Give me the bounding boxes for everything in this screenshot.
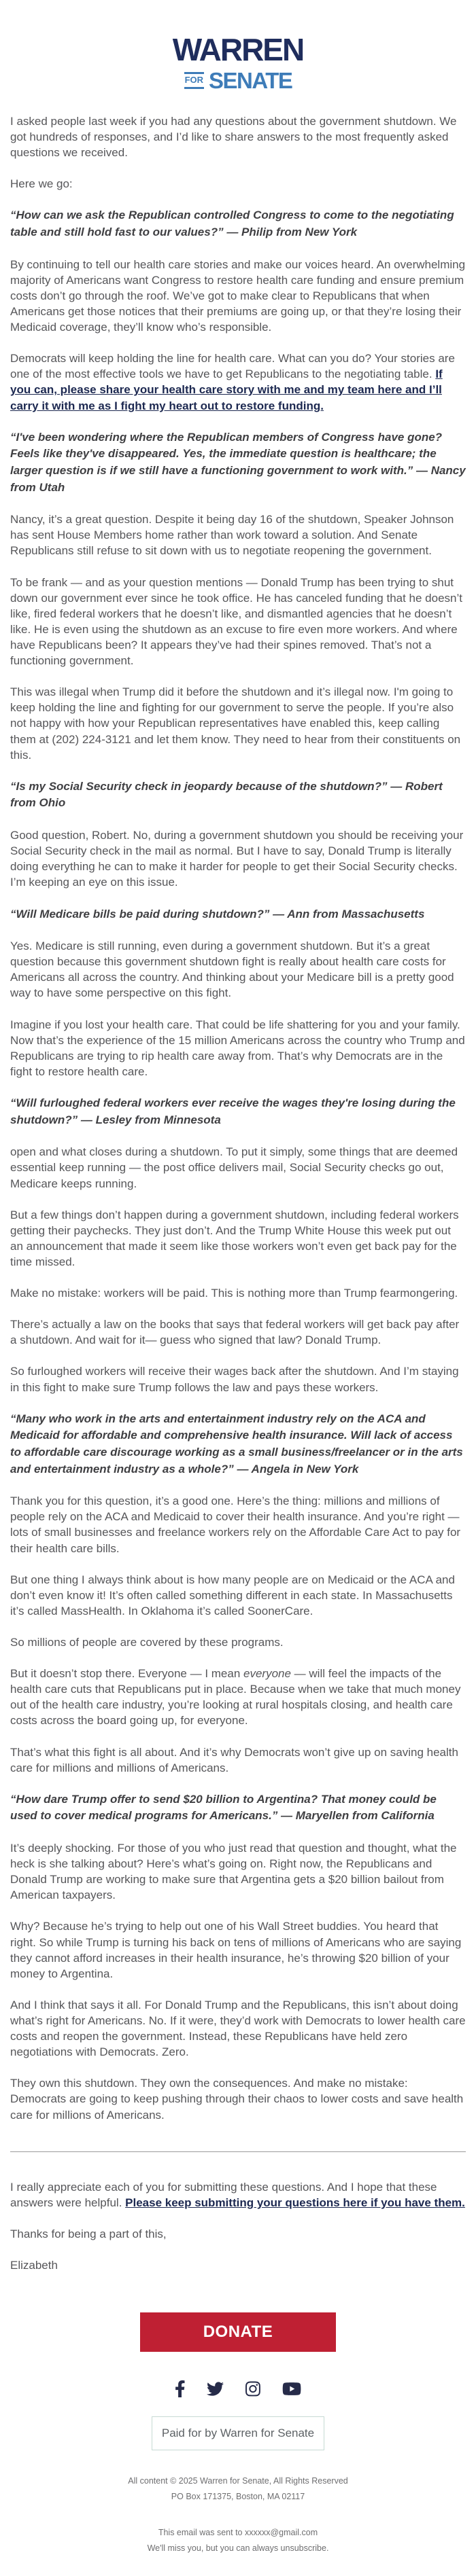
twitter-icon[interactable]: [207, 2380, 224, 2397]
youtube-icon[interactable]: [282, 2380, 301, 2397]
question-heading: “Will furloughed federal workers ever receive the wages they're losing during the shutdown?” — Lesley from Minnesota: [10, 1096, 456, 1126]
question-heading: “How dare Trump offer to send $20 billion to Argentina? That money could be used to cover medical programs for Americans.” — Maryellen from California: [10, 1792, 437, 1823]
paragraph: So millions of people are covered by these programs.: [10, 1635, 284, 1649]
logo-senate-text: SENATE: [209, 68, 292, 93]
paragraph: But it doesn’t stop there. Everyone — I mean everyone — will feel the impacts of the health care cuts that Republicans put in place. Because when we take that much money out of the health care industry, you’re looking at rural hospitals closing, and health care costs across the board going up, for everyone.: [10, 1667, 461, 1728]
paragraph: They own this shutdown. They own the consequences. And make no mistake: Democrats are going to keep pushing through their chaos to lower costs and save health care for millions of Americans.: [10, 2077, 464, 2122]
question-heading: “Is my Social Security check in jeopardy because of the shutdown?” — Robert from Ohio: [10, 779, 443, 810]
paragraph: But one thing I always think about is how many people are on Medicaid or the ACA and don’t even know it! It’s often called something different in each state. In Massachusetts it’s called MassHealth. In Oklahoma it’s called SoonerCare.: [10, 1573, 455, 1617]
logo-warren-text: WARREN: [172, 32, 304, 67]
paragraph: I asked people last week if you had any questions about the government shutdown. We got hundreds of responses, and I’d like to share answers to the most frequently asked questions we received.: [10, 115, 457, 160]
paragraph: Why? Because he’s trying to help out one of his Wall Street buddies. You heard that right. So while Trump is turning his back on tens of millions of Americans who are saying they cannot afford increases in their health insurance, he’s throwing $20 billion of your money to Argentina.: [10, 1920, 462, 1980]
question-heading: “Many who work in the arts and entertainment industry rely on the ACA and Medicaid for affordable and comprehensive health insurance. Will lack of access to affordable care discourage working as a small business/freelancer or in the arts and entertainment industry as a whole?” — Angela in New York: [10, 1412, 463, 1475]
logo-for-text: FOR: [184, 72, 204, 88]
inline-link[interactable]: If you can, please share your health care story with me and my team here and I’ll carry it with me as I fight my heart out to restore funding.: [10, 368, 443, 412]
instagram-icon[interactable]: [245, 2380, 260, 2397]
paragraph: Here we go:: [10, 177, 73, 191]
paragraph: Thank you for this question, it’s a good one. Here’s the thing: millions and millions of people rely on the ACA and Medicaid to cover their health insurance. And you’re right — lots of small businesses and freelance workers rely on the Affordable Care Act to pay for their health care bills.: [10, 1495, 461, 1555]
paragraph: Yes. Medicare is still running, even during a government shutdown. But it’s a great question because this government shutdown fight is really about health care costs for Americans all across the country. And thinking about your Medicare bill is a pretty good way to have some perspective on this fight.: [10, 940, 454, 1000]
unsubscribe-link[interactable]: unsubscribe: [280, 2543, 326, 2554]
unsubscribe-line: We'll miss you, but you can always unsubscribe.: [147, 2543, 329, 2554]
paragraph: And I think that says it all. For Donald Trump and the Republicans, this isn’t about doing what’s right for Americans. No. If it were, they’d work with Democrats to lower health care costs and reopen the government. Instead, these Republicans have held zero negotiations with Democrats. Zero.: [10, 1998, 466, 2059]
paragraph: Elizabeth: [10, 2258, 58, 2272]
logo-for-senate-row: [0, 69, 476, 92]
paragraph: Imagine if you lost your health care. That could be life shattering for you and your family. Now that’s the experience of the 15 million Americans across the country who Trump and Republicans are trying to rip health care away from. That’s why Democrats are in the fight to restore health care.: [10, 1018, 465, 1078]
email-body: [0, 113, 476, 2273]
sent-to-block: [0, 2525, 476, 2556]
copyright-line: All content © 2025 Warren for Senate, All Rights Reserved: [128, 2476, 348, 2486]
paragraph: That’s what this fight is all about. And it’s why Democrats won’t give up on saving health care for millions and millions of Americans.: [10, 1745, 458, 1774]
facebook-icon[interactable]: [175, 2380, 186, 2397]
paragraph: But a few things don’t happen during a government shutdown, including federal workers getting their paychecks. They just don’t. And the Trump White House this week put out an announcement that made it seem like those workers won’t even get back pay for the time missed.: [10, 1208, 459, 1268]
paragraph: Good question, Robert. No, during a government shutdown you should be receiving your Social Security check in the mail as normal. But I have to say, Donald Trump is literally doing everything he can to make it harder for people to get their Social Security checks. I’m keeping an eye on this issue.: [10, 829, 464, 889]
paragraph: Democrats will keep holding the line for health care. What can you do? Your stories are one of the most effective tools we have to get Republicans to the negotiating table. If you can, please share your health care story with me and my team here and I’ll carry it with me as I fight my heart out to restore funding.: [10, 352, 455, 412]
address-line: PO Box 171375, Boston, MA 02117: [171, 2492, 305, 2502]
paragraph: This was illegal when Trump did it before the shutdown and it’s illegal now. I'm going to keep holding the line and fighting for our government to serve the people. If you’re also not happy with how your Republican representatives have enabled this, keep calling them at (202) 224-3121 and let them know. They need to hear from their constituents on this.: [10, 685, 461, 762]
question-heading: “How can we ask the Republican controlled Congress to come to the negotiating table and still hold fast to our values?” — Philip from New York: [10, 209, 454, 239]
paid-for-disclaimer: Paid for by Warren for Senate: [152, 2416, 324, 2450]
emphasis-text: everyone: [243, 1667, 291, 1681]
paragraph: It’s deeply shocking. For those of you who just read that question and thought, what the heck is she talking about? Here’s what’s going on. Right now, the Republicans and Donald Trump are working to make sure that Argentina gets a $20 billion bailout from American taxpayers.: [10, 1842, 457, 1902]
paragraph: Nancy, it’s a great question. Despite it being day 16 of the shutdown, Speaker Johnson has sent House Members home rather than work toward a solution. And Senate Republicans still refuse to sit down with us to negotiate reopening the government.: [10, 513, 454, 558]
paragraph: There’s actually a law on the books that says that federal workers will get back pay after a shutdown. And wait for it— guess who signed that law? Donald Trump.: [10, 1318, 460, 1347]
paragraph: By continuing to tell our health care stories and make our voices heard. An overwhelming majority of Americans want Congress to restore health care funding and ensure premium costs don’t go through the roof. We’ve got to make clear to Republicans that when Americans get those notices that their premiums are going up, or that they’re losing their Medicaid coverage, they’ll know who’s responsible.: [10, 257, 466, 334]
recipient-email: xxxxxx@gmail.com: [244, 2528, 318, 2538]
donate-button[interactable]: DONATE: [140, 2312, 336, 2352]
paragraph: So furloughed workers will receive their wages back after the shutdown. And I’m staying in this fight to make sure Trump follows the law and pays these workers.: [10, 1365, 459, 1394]
paragraph: I really appreciate each of you for submitting these questions. And I hope that these answers were helpful. Please keep submitting your questions here if you have them.: [10, 2180, 465, 2209]
social-icons-row: [0, 2380, 476, 2397]
paragraph: Make no mistake: workers will be paid. This is nothing more than Trump fearmongering.: [10, 1287, 458, 1300]
inline-link[interactable]: Please keep submitting your questions here if you have them.: [125, 2196, 465, 2209]
question-heading: “Will Medicare bills be paid during shutdown?” — Ann from Massachusetts: [10, 907, 425, 920]
campaign-logo: [0, 34, 476, 92]
copyright-block: [0, 2473, 476, 2505]
question-heading: “I've been wondering where the Republican members of Congress have gone? Feels like they've disappeared. Yes, the immediate question is healthcare; the larger question is if we still have a functioning government to work with.” — Nancy from Utah: [10, 430, 466, 494]
divider: [10, 2151, 466, 2152]
sent-to-line: This email was sent to xxxxxx@gmail.com: [158, 2528, 318, 2538]
paragraph: To be frank — and as your question mentions — Donald Trump has been trying to shut down our government ever since he took office. He has canceled funding that he doesn’t like, fired federal workers that he doesn’t like, and dismantled agencies that he doesn’t like. He is even using the shutdown as an excuse to fire even more workers. And where have Republicans been? It appears they’ve had their spines removed. That’s not a functioning government.: [10, 575, 463, 668]
paragraph: Thanks for being a part of this,: [10, 2227, 167, 2240]
paragraph: open and what closes during a shutdown. To put it simply, some things that are deemed essential keep running — the post office delivers mail, Social Security checks go out, Medicare keeps running.: [10, 1145, 458, 1190]
